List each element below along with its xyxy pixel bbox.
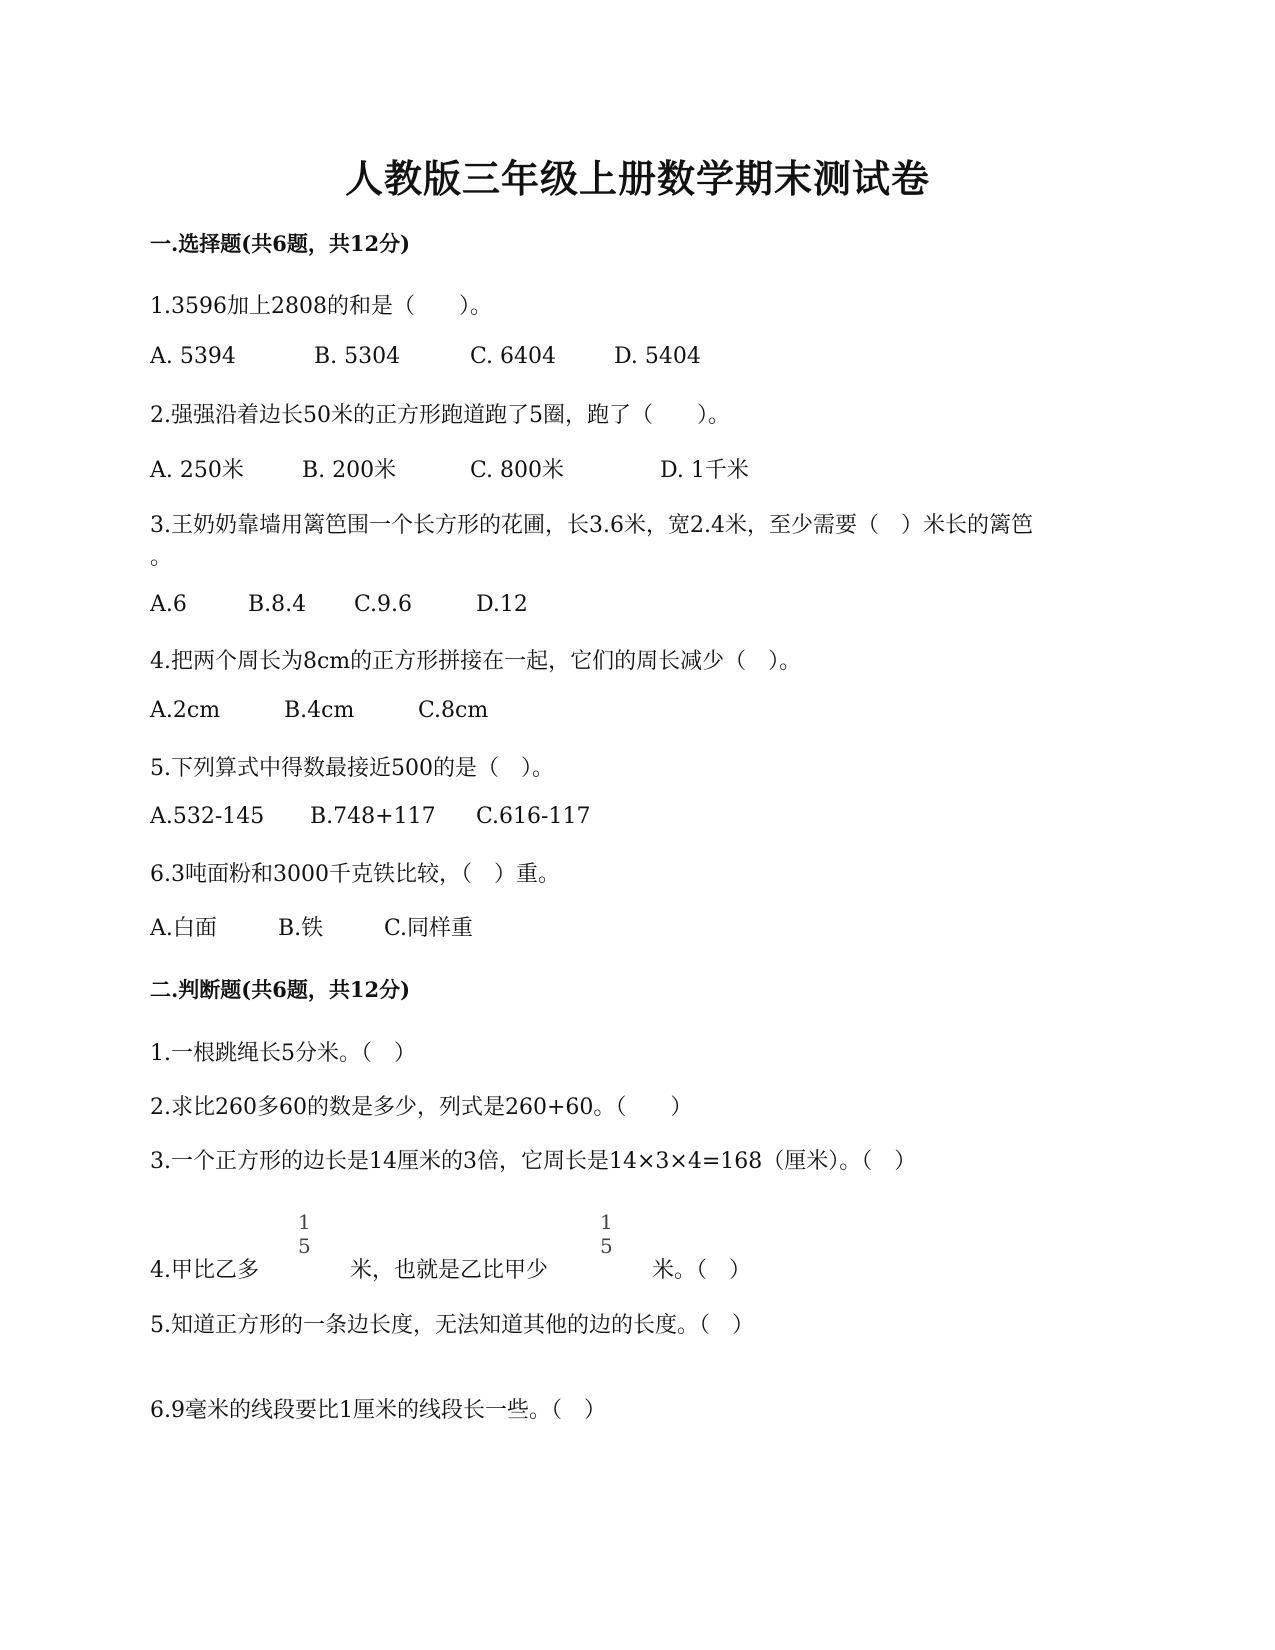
option-c: C.9.6 bbox=[354, 592, 413, 617]
judgment-4-start: 4.甲比乙多 bbox=[150, 1258, 259, 1283]
option-b: B.铁 bbox=[278, 916, 324, 941]
fraction-numerator: 1 bbox=[298, 1210, 311, 1234]
option-b: B.4cm bbox=[284, 698, 355, 723]
option-a: A.白面 bbox=[150, 916, 217, 941]
judgment-5: 5.知道正方形的一条边长度，无法知道其他的边的长度。（ ） bbox=[150, 1313, 754, 1338]
option-c: C. 800米 bbox=[470, 458, 565, 483]
option-a: A. 5394 bbox=[150, 344, 236, 369]
question-2: 2.强强沿着边长50米的正方形跑道跑了5圈，跑了（ ）。 bbox=[150, 403, 730, 428]
section-heading-choice: 一.选择题(共6题，共12分) bbox=[150, 231, 411, 256]
option-a: A. 250米 bbox=[150, 458, 244, 483]
option-d: D.12 bbox=[476, 592, 528, 617]
option-c: C.8cm bbox=[418, 698, 489, 723]
option-a: A.532-145 bbox=[150, 804, 265, 829]
option-b: B.748+117 bbox=[310, 804, 436, 829]
question-5: 5.下列算式中得数最接近500的是（ ）。 bbox=[150, 756, 554, 781]
judgment-6: 6.9毫米的线段要比1厘米的线段长一些。（ ） bbox=[150, 1398, 606, 1423]
question-6: 6.3吨面粉和3000千克铁比较，（ ）重。 bbox=[150, 862, 560, 887]
fraction-one-fifth bbox=[600, 1210, 613, 1258]
section-heading-judgment: 二.判断题(共6题，共12分) bbox=[150, 977, 411, 1002]
option-d: D. 5404 bbox=[614, 344, 701, 369]
option-a: A.2cm bbox=[150, 698, 221, 723]
judgment-3: 3.一个正方形的边长是14厘米的3倍，它周长是14×3×4=168（厘米）。（ ） bbox=[150, 1149, 917, 1174]
option-b: B. 5304 bbox=[314, 344, 401, 369]
judgment-1: 1.一根跳绳长5分米。（ ） bbox=[150, 1041, 416, 1066]
option-b: B.8.4 bbox=[248, 592, 307, 617]
judgment-2: 2.求比260多60的数是多少，列式是260+60。（ ） bbox=[150, 1095, 693, 1120]
option-c: C. 6404 bbox=[470, 344, 557, 369]
page-title: 人教版三年级上册数学期末测试卷 bbox=[344, 156, 930, 201]
judgment-4-end: 米。（ ） bbox=[652, 1258, 752, 1283]
option-d: D. 1千米 bbox=[660, 458, 749, 483]
option-a: A.6 bbox=[150, 592, 187, 617]
fraction-denominator: 5 bbox=[298, 1234, 311, 1258]
fraction-one-fifth bbox=[298, 1210, 311, 1258]
fraction-numerator: 1 bbox=[600, 1210, 613, 1234]
option-c: C.同样重 bbox=[384, 916, 474, 941]
question-4: 4.把两个周长为8cm的正方形拼接在一起，它们的周长减少（ ）。 bbox=[150, 649, 802, 674]
judgment-4-middle: 米，也就是乙比甲少 bbox=[350, 1258, 549, 1283]
option-c: C.616-117 bbox=[476, 804, 591, 829]
question-1: 1.3596加上2808的和是（ ）。 bbox=[150, 294, 492, 319]
option-b: B. 200米 bbox=[302, 458, 397, 483]
question-3-continuation: 。 bbox=[150, 545, 173, 570]
question-3: 3.王奶奶靠墙用篱笆围一个长方形的花圃，长3.6米，宽2.4米，至少需要（ ）米长的篱笆 bbox=[150, 513, 1033, 538]
fraction-denominator: 5 bbox=[600, 1234, 613, 1258]
